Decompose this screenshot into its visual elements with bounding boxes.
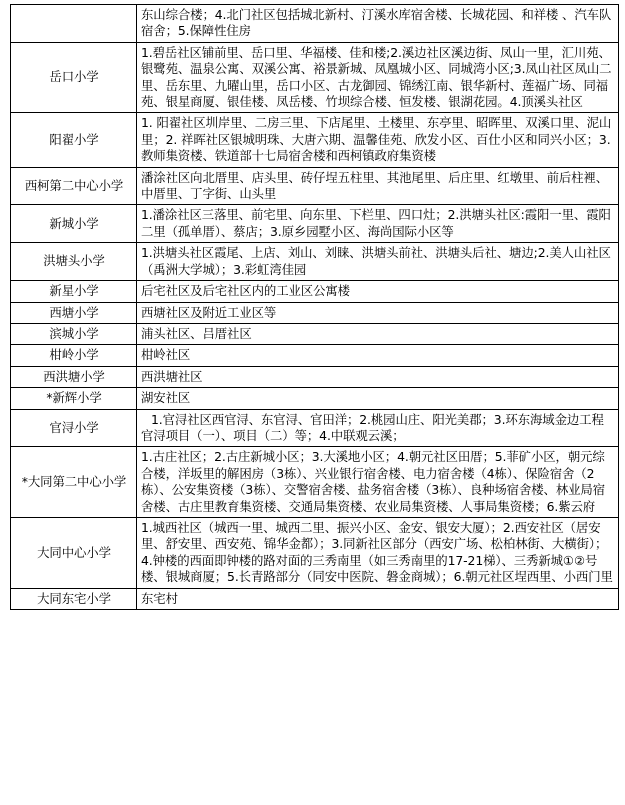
area-description-cell: 柑岭社区 <box>137 345 619 366</box>
school-name-cell: 岳口小学 <box>11 42 137 113</box>
table-row <box>11 42 619 113</box>
area-description-cell: 潘涂社区向北厝里、店头里、砖仔埕五柱里、其池尾里、后庄里、红墩里、前后柱裡、中厝里、丁字街、山头里 <box>137 167 619 205</box>
area-description-cell: 1.碧岳社区铺前里、岳口里、华福楼、佳和楼;2.溪边社区溪边街、凤山一里，汇川苑、银鹭苑、温泉公寓、双溪公寓、裕景新城、凤凰城小区、同城湾小区;3.凤山社区凤山二里、岳东里、九曜山里，岳口小区、古龙御园、锦绣江南、银华新村、莲福广场、同福苑、银星商厦、银佳楼、凤岳楼、竹坝综合楼、恒发楼、银湖花园。4.顶溪头社区 <box>137 42 619 113</box>
table-row <box>11 205 619 243</box>
table-row <box>11 588 619 609</box>
table-row <box>11 5 619 43</box>
table-row <box>11 113 619 167</box>
school-name-cell: 西洪塘小学 <box>11 366 137 387</box>
area-description-cell: 1.城西社区（城西一里、城西二里、振兴小区、金安、银安大厦）；2.西安社区（居安里、舒安里、西安苑、锦华金都）；3.同新社区部分（西安广场、松柏林街、大横街）；4.钟楼的西面即钟楼的路对面的三秀南里（如三秀南里的17-21梯）、三秀新城①②号楼、银城商厦；5.长青路部分（同安中医院、磐金商城）；6.朝元社区埕西里、小西门里 <box>137 517 619 588</box>
school-name-cell: 西柯第二中心小学 <box>11 167 137 205</box>
school-name-cell: *大同第二中心小学 <box>11 447 137 518</box>
table-body <box>11 5 619 610</box>
table-row <box>11 243 619 281</box>
school-name-cell: 滨城小学 <box>11 323 137 344</box>
school-name-cell <box>11 5 137 43</box>
school-district-table <box>10 4 619 610</box>
area-description-cell: 1.潘涂社区三落里、前宅里、向东里、下栏里、四口灶；2.洪塘头社区:霞阳一里、霞阳二里（孤单厝）、蔡店；3.原乡园墅小区、海尚国际小区等 <box>137 205 619 243</box>
school-name-cell: 大同中心小学 <box>11 517 137 588</box>
table-row <box>11 388 619 409</box>
table-row <box>11 409 619 447</box>
table-row <box>11 281 619 302</box>
area-description-cell: 西洪塘社区 <box>137 366 619 387</box>
area-description-cell: 东宅村 <box>137 588 619 609</box>
table-row <box>11 366 619 387</box>
table-row <box>11 447 619 518</box>
school-name-cell: 洪塘头小学 <box>11 243 137 281</box>
area-description-cell: 西塘社区及附近工业区等 <box>137 302 619 323</box>
table-row <box>11 302 619 323</box>
school-name-cell: 官浔小学 <box>11 409 137 447</box>
page-edge-spacer <box>617 0 625 805</box>
school-name-cell: 新星小学 <box>11 281 137 302</box>
school-name-cell: 阳翟小学 <box>11 113 137 167</box>
school-name-cell: 大同东宅小学 <box>11 588 137 609</box>
area-description-cell: 湖安社区 <box>137 388 619 409</box>
area-description-cell: 1. 阳翟社区圳岸里、二房三里、下店尾里、土楼里、东亭里、昭晖里、双溪口里、泥山里；2. 祥晖社区银城明珠、大唐六期、温馨佳苑、欣发小区、百仕小区和同兴小区；3.教师集资楼、铁道部十七局宿舍楼和西柯镇政府集资楼 <box>137 113 619 167</box>
school-name-cell: *新辉小学 <box>11 388 137 409</box>
table-row <box>11 345 619 366</box>
school-name-cell: 柑岭小学 <box>11 345 137 366</box>
school-name-cell: 新城小学 <box>11 205 137 243</box>
area-description-cell: 后宅社区及后宅社区内的工业区公寓楼 <box>137 281 619 302</box>
area-description-cell: 1.洪塘头社区霞尾、上店、刘山、刘睐、洪塘头前社、洪塘头后社、塘边;2.美人山社区（禹洲大学城）；3.彩虹湾佳园 <box>137 243 619 281</box>
area-description-cell: 浦头社区、吕厝社区 <box>137 323 619 344</box>
area-description-cell: 东山综合楼；4.北门社区包括城北新村、汀溪水库宿舍楼、长城花园、和祥楼 、汽车队宿舍；5.保障性住房 <box>137 5 619 43</box>
area-description-cell: 1.古庄社区；2.古庄新城小区；3.大溪地小区；4.朝元社区田厝；5.菲矿小区，朝元综合楼，洋坂里的解困房（3栋）、兴业银行宿舍楼、电力宿舍楼（4栋）、保险宿舍（2栋）、公安集资楼（3栋）、交警宿舍楼、盐务宿舍楼（3栋）、良种场宿舍楼、林业局宿舍楼、古庄里教育集资楼、交通局集资楼、农业局集资楼、人事局集资楼；6.紫云府 <box>137 447 619 518</box>
table-row <box>11 323 619 344</box>
table-row <box>11 167 619 205</box>
table-row <box>11 517 619 588</box>
area-description-cell: 1.官浔社区西官浔、东官浔、官田洋；2.桃园山庄、阳光美郡；3.环东海域金边工程官浔项目（一）、项目（二）等；4.中联观云溪； <box>137 409 619 447</box>
school-name-cell: 西塘小学 <box>11 302 137 323</box>
